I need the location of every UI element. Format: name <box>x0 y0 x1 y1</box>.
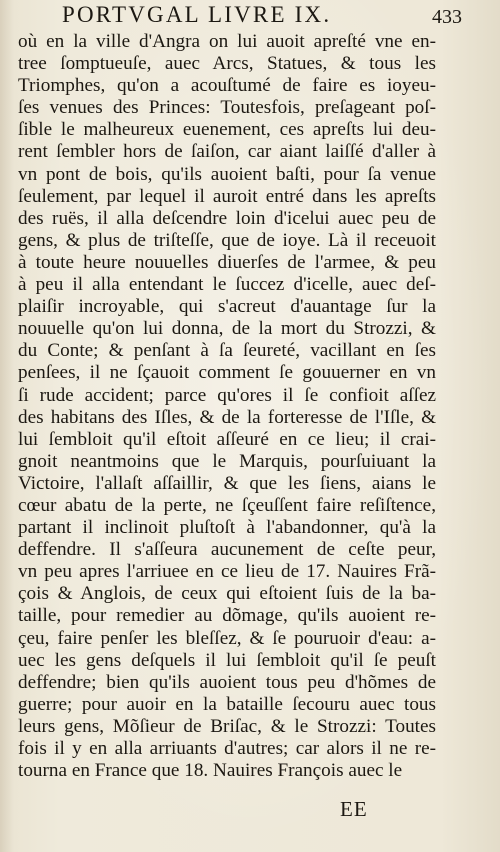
text-line: deffendre. Il s'aſſeura aucunement de ceſte peur, <box>18 539 436 561</box>
text-line: leurs gens, Mõſieur de Briſac, & le Strozzi: Toutes <box>18 715 436 737</box>
text-line: ſes venues des Princes: Toutesfois, preſageant poſ- <box>18 97 436 119</box>
text-line: des habitans des Iſles, & de la forteresse de l'Iſle, & <box>18 406 436 428</box>
text-line: taille, pour remedier au dõmage, qu'ils auoient re- <box>18 605 436 627</box>
text-line: des ruës, il alla deſcendre loin d'icelui auec peu de <box>18 207 436 229</box>
page-number: 433 <box>432 6 462 28</box>
text-line: lui ſembloit qu'il eſtoit aſſeuré en ce lieu; il crai- <box>18 428 436 450</box>
text-line: vn pont de bois, qu'ils auoient baſti, pour ſa venue <box>18 163 436 185</box>
text-line: gnoit neantmoins que le Marquis, pourſuiuant la <box>18 450 436 472</box>
text-line: uec les gens deſquels il lui ſembloit qu'il ſe peuſt <box>18 649 436 671</box>
text-line: à peu il alla entendant le ſuccez d'icelle, auec deſ- <box>18 274 436 296</box>
text-line: guerre; pour auoir en la bataille ſecouru auec tous <box>18 693 436 715</box>
text-line: où en la ville d'Angra on lui auoit apreſté vne en- <box>18 31 436 52</box>
page-header <box>0 2 500 30</box>
text-line: nouuelle qu'on lui donna, de la mort du Strozzi, & <box>18 318 436 340</box>
text-line: vn peu apres l'arriuee en ce lieu de 17. Nauires Frã- <box>18 561 436 583</box>
text-line: ſible le malheureux euenement, ces apreſts lui deu- <box>18 119 436 141</box>
text-line: à toute heure nouuelles diuerſes de l'armee, & peu <box>18 251 436 273</box>
text-line: penſees, il ne ſçauoit comment ſe gouuerner en vn <box>18 362 436 384</box>
text-line: tree ſomptueuſe, auec Arcs, Statues, & tous les <box>18 53 436 75</box>
text-line: plaiſir incroyable, qui s'acreut d'auantage ſur la <box>18 296 436 318</box>
text-line: deffendre; bien qu'ils auoient tous peu d'hõmes de <box>18 671 436 693</box>
text-line: ſi rude accident; parce qu'ores il ſe confioit aſſez <box>18 384 436 406</box>
text-line: çois & Anglois, de ceux qui eſtoient ſuis de la ba- <box>18 583 436 605</box>
text-line: partant il inclinoit pluſtoſt à l'abandonner, qu'à la <box>18 517 436 539</box>
running-head: PORTVGAL LIVRE IX. <box>62 2 332 27</box>
text-line: çeu, faire penſer les bleſſez, & ſe pouruoir d'eau: a- <box>18 627 436 649</box>
text-line: rent ſembler hors de ſaiſon, car aiant laiſſé d'aller à <box>18 141 436 163</box>
text-line: gens, & plus de triſteſſe, que de ioye. Là il receuoit <box>18 229 436 251</box>
text-line: cœur abatu de la perte, ne ſçeuſſent faire reſiſtence, <box>18 494 436 516</box>
text-line: ſeulement, par lequel il auroit entré dans les apreſts <box>18 185 436 207</box>
text-line: tourna en France que 18. Nauires François auec le <box>18 760 403 782</box>
text-line: Triomphes, qu'on a acouſtumé de faire es ioyeu- <box>18 75 436 97</box>
catchword: EE <box>340 797 368 821</box>
text-line: Victoire, l'allaſt aſſaillir, & que les ſiens, aians le <box>18 472 436 494</box>
text-line: fois il y en alla arriuants d'autres; car alors il ne re- <box>18 738 436 759</box>
text-line: du Conte; & penſant à ſa ſeureté, vacillant en ſes <box>18 340 436 362</box>
body-text <box>18 31 436 782</box>
